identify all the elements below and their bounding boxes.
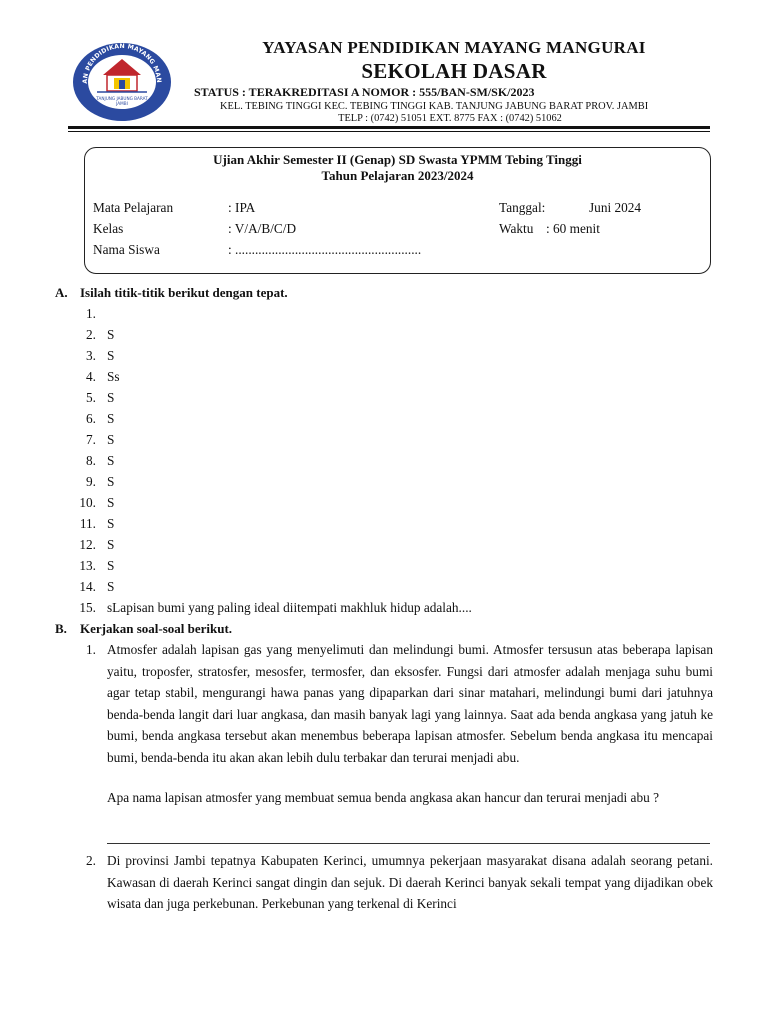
- list-item-number: 11.: [79, 516, 96, 531]
- date-value: Juni 2024: [589, 200, 642, 215]
- essay-passage: Atmosfer adalah lapisan gas yang menyelimuti dan melindungi bumi. Atmosfer tersusun atas beberapa lapisan yaitu, troposfer, stratosfer, mesosfer, termosfer, dan eksosfer. Fungsi dari atmosfer adalah menjaga suhu bumi agar tetap stabil, mengurangi hawa panas yang dipaparkan dari sinar matahari, melindungi bumi dari jatuhnya benda-benda langit dari luar angkasa, dan masih banyak lagi yang lainnya. Saat ada benda angkasa yang jatuh ke bumi, benda angkasa tersebut akan menembus beberapa lapisan atmosfer. Sebelum benda angkasa itu mencapai bumi, benda-benda itu akan akan lebih dulu terbakar dan terurai menjadi abu.: [107, 642, 713, 765]
- accreditation-status: STATUS : TERAKREDITASI A NOMOR : 555/BAN-SM/SK/2023: [194, 85, 535, 99]
- class-value: : V/A/B/C/D: [228, 221, 297, 236]
- list-item-text: S: [107, 348, 115, 363]
- list-item-number: 6.: [86, 411, 96, 426]
- school-phone: TELP : (0742) 51051 EXT. 8775 FAX : (0742) 51062: [338, 113, 562, 124]
- section-a-title: Isilah titik-titik berikut dengan tepat.: [80, 285, 288, 300]
- list-item-text: S: [107, 432, 115, 447]
- subject-label: Mata Pelajaran: [93, 200, 174, 215]
- logo-bottom-text: TANJUNG JABUNG BARAT: [96, 96, 148, 101]
- student-name-field[interactable]: : ........................................................: [228, 242, 422, 257]
- list-item-number: 1.: [86, 306, 96, 321]
- essay-number: 1.: [86, 642, 96, 657]
- list-item-number: 9.: [86, 474, 96, 489]
- list-item-number: 7.: [86, 432, 96, 447]
- list-item-number: 14.: [79, 579, 96, 594]
- list-item-text: S: [107, 453, 115, 468]
- list-item-text: S: [107, 558, 115, 573]
- date-label: Tanggal:: [499, 200, 546, 215]
- list-item-text: S: [107, 495, 115, 510]
- letterhead-rule-thin: [68, 131, 710, 132]
- exam-year: Tahun Pelajaran 2023/2024: [321, 168, 474, 183]
- list-item-number: 15.: [79, 600, 96, 615]
- list-item-text: S: [107, 537, 115, 552]
- essay-question: Apa nama lapisan atmosfer yang membuat semua benda angkasa akan hancur dan terurai menjadi abu ?: [107, 790, 659, 805]
- school-name: SEKOLAH DASAR: [361, 59, 547, 83]
- list-item-text: sLapisan bumi yang paling ideal diitempati makhluk hidup adalah....: [107, 600, 472, 615]
- time-value: : 60 menit: [546, 221, 600, 236]
- essay-passage: Di provinsi Jambi tepatnya Kabupaten Kerinci, umumnya pekerjaan masyarakat disana adalah seorang petani. Kawasan di daerah Kerinci sangat dingin dan sejuk. Di daerah Kerinci banyak sekali tempat yang dijadikan obek wisata dan juga perkebunan. Perkebunan yang terkenal di Kerinci: [107, 853, 713, 912]
- foundation-name: YAYASAN PENDIDIKAN MAYANG MANGURAI: [262, 38, 646, 57]
- list-item-number: 10.: [79, 495, 96, 510]
- list-item-number: 4.: [86, 369, 96, 384]
- list-item-text: S: [107, 411, 115, 426]
- school-logo: [67, 37, 177, 125]
- school-address: KEL. TEBING TINGGI KEC. TEBING TINGGI KAB. TANJUNG JABUNG BARAT PROV. JAMBI: [220, 101, 649, 112]
- list-item-text: S: [107, 390, 115, 405]
- answer-line[interactable]: [107, 843, 710, 844]
- subject-value: : IPA: [228, 200, 256, 215]
- list-item-number: 3.: [86, 348, 96, 363]
- exam-title: Ujian Akhir Semester II (Genap) SD Swasta YPMM Tebing Tinggi: [213, 152, 582, 167]
- list-item-number: 5.: [86, 390, 96, 405]
- logo-bottom-text-2: JAMBI: [116, 101, 128, 106]
- list-item-number: 8.: [86, 453, 96, 468]
- list-item-text: S: [107, 516, 115, 531]
- essay-number: 2.: [86, 853, 96, 868]
- letterhead-rule-thick: [68, 126, 710, 129]
- list-item-text: S: [107, 327, 115, 342]
- time-label: Waktu: [499, 221, 534, 236]
- list-item-text: S: [107, 579, 115, 594]
- class-label: Kelas: [93, 221, 124, 236]
- logo-top-text: AN PENDIDIKAN MAYANG MAN: [81, 42, 163, 84]
- list-item-number: 13.: [79, 558, 96, 573]
- list-item-number: 12.: [79, 537, 96, 552]
- section-b-letter: B.: [55, 621, 67, 636]
- list-item-text: Ss: [107, 369, 120, 384]
- list-item-text: S: [107, 474, 115, 489]
- list-item-number: 2.: [86, 327, 96, 342]
- student-name-label: Nama Siswa: [93, 242, 160, 257]
- section-b-title: Kerjakan soal-soal berikut.: [80, 621, 233, 636]
- section-a-letter: A.: [55, 285, 68, 300]
